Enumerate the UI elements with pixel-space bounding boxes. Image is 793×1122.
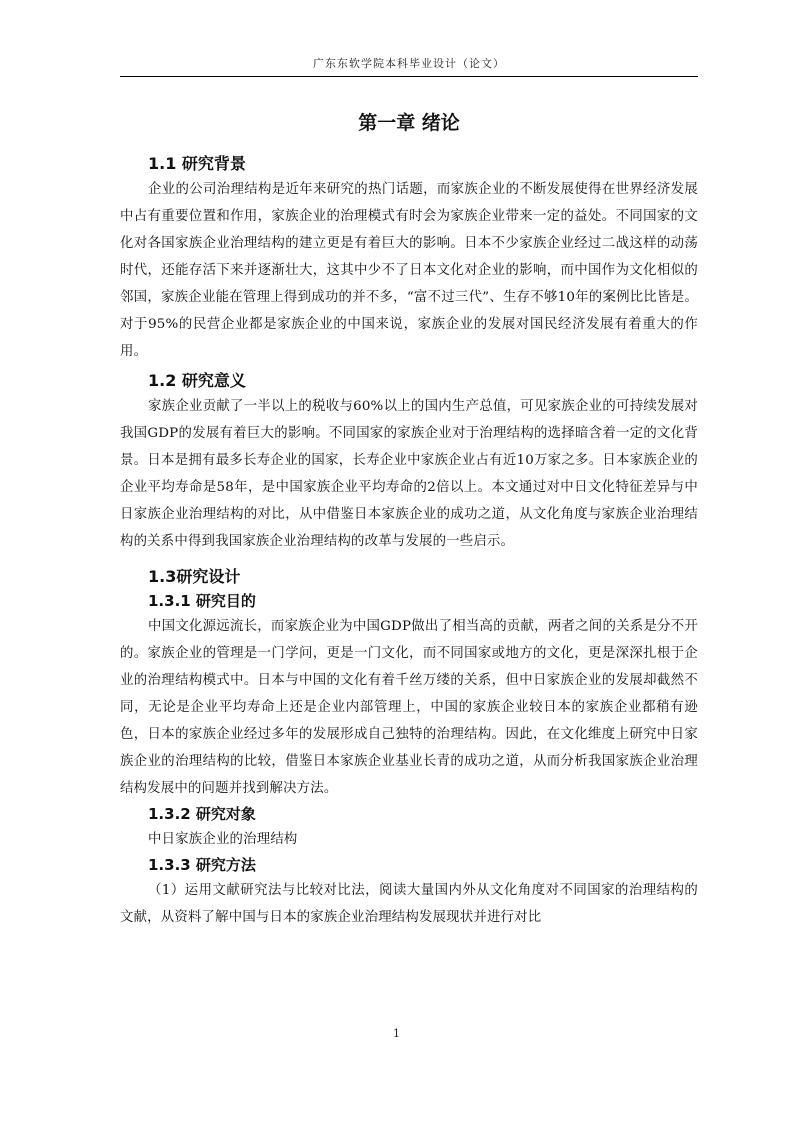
section-heading-1-2: 1.2 研究意义 [148, 371, 246, 390]
page-number: 1 [393, 1027, 400, 1040]
paragraph-1-3-1: 中国文化源远流长，而家族企业为中国GDP做出了相当高的贡献，两者之间的关系是分不开的。家族企业的管理是一门学问，更是一门文化，而不同国家或地方的文化，更是深深扎根于企业的治理结构模式中。日本与中国的文化有着千丝万缕的关系，但中日家族企业的发展却截然不同，无论是企业平均寿命上还是企业内部管理上，中国的家族企业较日本的家族企业都稍有逊色，日本的家族企业经过多年的发展形成自己独特的治理结构。因此，在文化维度上研究中日家族企业的治理结构的比较，借鉴日本家族企业基业长青的成功之道，从而分析我国家族企业治理结构发展中的问题并找到解决方法。 [120, 619, 698, 796]
subsection-heading-1-3-3: 1.3.3 研究方法 [148, 856, 256, 874]
page-content [120, 110, 698, 931]
subsection-heading-1-3-2: 1.3.2 研究对象 [148, 805, 256, 823]
header-rule [120, 76, 698, 77]
paragraph-1-3-3: （1）运用文献研究法与比较对比法，阅读大量国内外从文化角度对不同国家的治理结构的文献，从资料了解中国与日本的家族企业治理结构发展现状并进行对比 [120, 883, 698, 925]
paragraph-1-3-2: 中日家族企业的治理结构 [148, 832, 298, 847]
running-header: 广东东软学院本科毕业设计（论文） [313, 57, 505, 70]
chapter-title: 第一章 绪论 [358, 112, 460, 134]
paragraph-1-1: 企业的公司治理结构是近年来研究的热门话题，而家族企业的不断发展使得在世界经济发展中占有重要位置和作用，家族企业的治理模式有时会为家族企业带来一定的益处。不同国家的文化对各国家族企业治理结构的建立更是有着巨大的影响。日本不少家族企业经过二战这样的动荡时代，还能存活下来并逐渐壮大，这其中少不了日本文化对企业的影响，而中国作为文化相似的邻国，家族企业能在管理上得到成功的并不多，“富不过三代”、生存不够10年的案例比比皆是。对于95%的民营企业都是家族企业的中国来说，家族企业的发展对国民经济发展有着重大的作用。 [120, 182, 698, 359]
subsection-heading-1-3-1: 1.3.1 研究目的 [148, 592, 256, 610]
section-heading-1-3: 1.3研究设计 [148, 567, 241, 586]
paragraph-1-2: 家族企业贡献了一半以上的税收与60%以上的国内生产总值，可见家族企业的可持续发展对我国GDP的发展有着巨大的影响。不同国家的家族企业对于治理结构的选择暗含着一定的文化背景。日本是拥有最多长寿企业的国家，长寿企业中家族企业占有近10万家之多。日本家族企业的企业平均寿命是58年，是中国家族企业平均寿命的2倍以上。本文通过对中日文化特征差异与中日家族企业治理结构的对比，从中借鉴日本家族企业的成功之道，从文化角度与家族企业治理结构的关系中得到我国家族企业治理结构的改革与发展的一些启示。 [120, 399, 698, 549]
section-heading-1-1: 1.1 研究背景 [148, 154, 246, 173]
